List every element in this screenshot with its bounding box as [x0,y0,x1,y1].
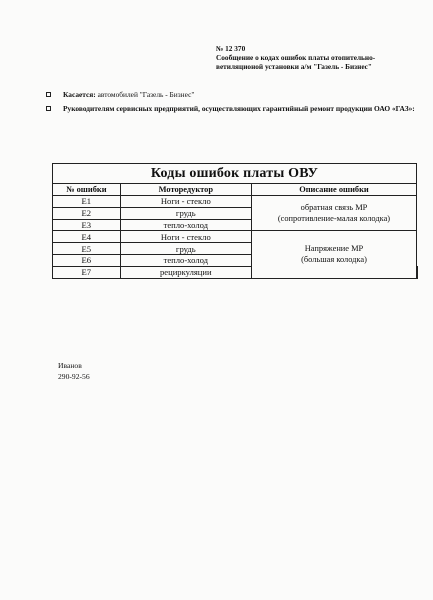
bullet-label: Касается: [63,90,96,99]
bullet-text: автомобилей "Газель - Бизнес" [97,90,195,99]
column-header-code: № ошибки [53,184,121,196]
error-code-cell: E4 [53,231,121,243]
error-code-cell: E1 [53,196,121,208]
empty-description-cell [417,266,418,278]
motor-cell: грудь [120,243,251,255]
signature-block [58,361,90,382]
description-line: (большая колодка) [301,255,367,265]
motor-cell: грудь [120,207,251,219]
description-line: (сопротивление-малая колодка) [277,214,391,224]
bullet-item-concerns [45,89,415,102]
column-header-motor: Моторедуктор [120,184,251,196]
table-row [53,196,418,208]
error-code-cell: E5 [53,243,121,255]
author-phone: 290-92-56 [58,371,90,381]
error-code-cell: E3 [53,219,121,231]
column-header-description: Описание ошибки [251,184,416,196]
error-code-cell: E6 [53,254,121,266]
description-cell [251,196,416,231]
description-line: Напряжение МР [304,244,364,254]
motor-cell: Ноги - стекло [120,231,251,243]
motor-cell: рециркуляции [120,266,251,278]
error-code-cell: E7 [53,266,121,278]
error-codes-table [52,163,418,279]
document-header [216,44,421,72]
bullet-item-recipients [45,103,415,116]
document-number: № 12 370 [216,44,246,53]
checkbox-square-icon [46,92,51,97]
description-line: обратная связь МР [300,203,368,213]
motor-cell: Ноги - стекло [120,196,251,208]
error-code-cell: E2 [53,207,121,219]
document-subject: Сообщение о кодах ошибок платы отопительно-ветиляционой установки а/м "Газель - Бизнес" [216,53,376,72]
motor-cell: тепло-холод [120,254,251,266]
motor-cell: тепло-холод [120,219,251,231]
bullet-text: Руководителям сервисных предприятий, осуществляющих гарантийный ремонт продукции ОАО «ГАЗ»: [63,103,415,113]
table-title: Коды ошибок платы ОВУ [53,164,417,184]
bullet-list [45,89,415,116]
author-name: Иванов [58,361,82,370]
description-cell [251,231,416,278]
table-row [53,231,418,243]
checkbox-square-icon [46,106,51,111]
